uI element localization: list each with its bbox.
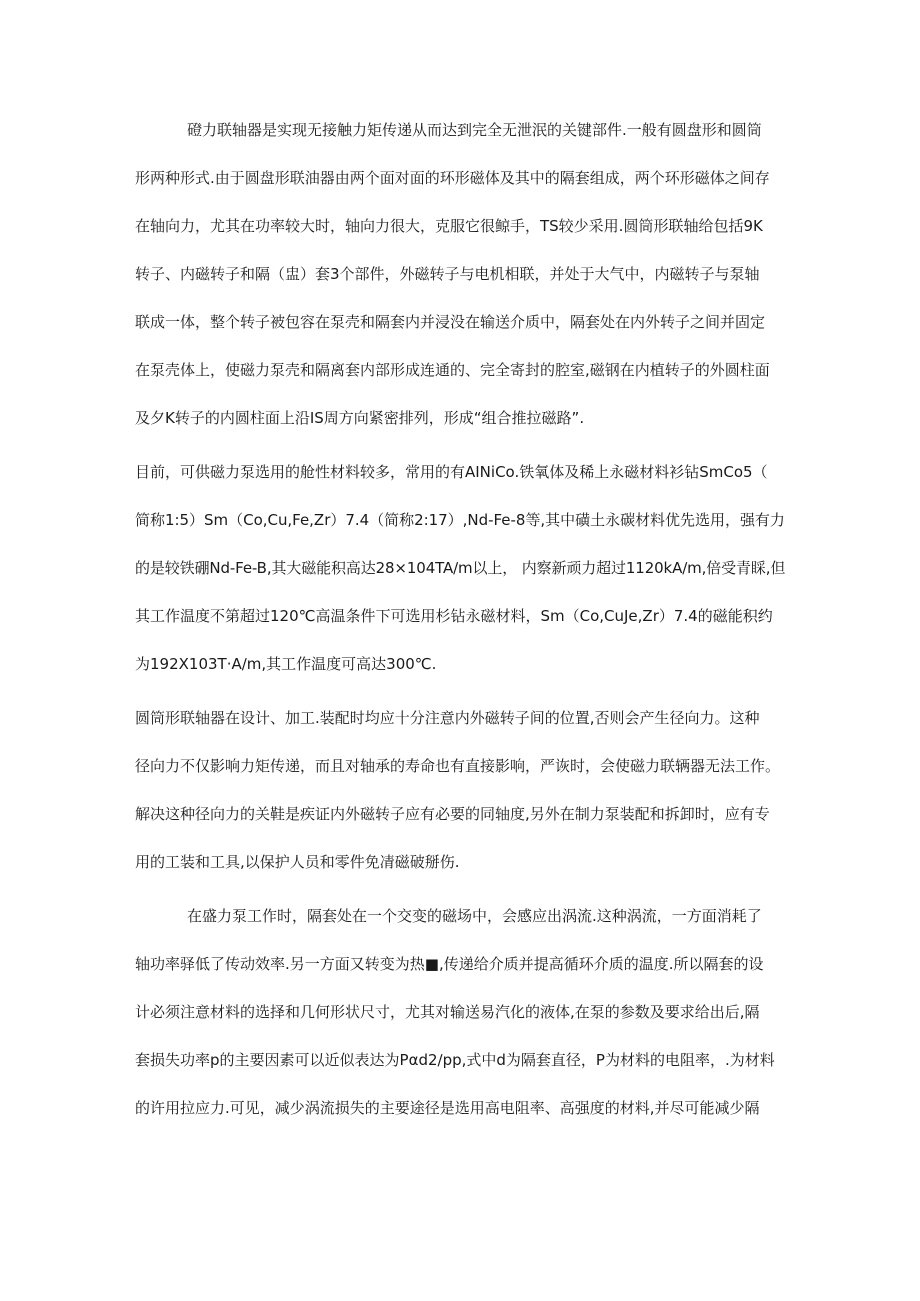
paragraph-1-line-1: 磴力联轴器是实现无接触力矩传递从而达到完全无泄泯的关键部件.一般有圆盘形和圆筒	[187, 121, 762, 139]
paragraph-3-line-2: 径向力不仅影响力矩传递，而且对轴承的寿命也有直接影响，严诙时，会使磁力联辆器无法工作。	[135, 757, 781, 775]
paragraph-2-line-3: 的是较铁硼Nd-Fe-B,其大磁能积高达28×104TA∕m以上， 内察新顽力超过1120kA∕m,倍受青睬,但	[135, 559, 785, 577]
paragraph-4-line-2: 轴功率驿低了传动效率.另一方面又转变为热■,传递给介质并提高循环介质的温度.所以隔套的设	[135, 955, 764, 973]
paragraph-4-line-3: 计必须注意材料的选择和几何形状尺寸，尤其对输送易汽化的液体,在泵的参数及要求给出后,隔	[135, 1003, 760, 1021]
paragraph-1-line-6: 在泵壳体上，使磁力泵壳和隔离套内部形成连通的、完全寄封的腔室,磁钢在内植转子的外圆柱面	[135, 361, 770, 379]
paragraph-4-line-4: 套损失功率p的主要因素可以近似表达为Pαd2∕pp,式中d为隔套直径，P为材料的电阻率，.为材料	[135, 1051, 775, 1069]
paragraph-2-line-2: 简称1:5）Sm（Co,Cu,Fe,Zr）7.4（简称2:17）,Nd-Fe-8等,其中磺土永碳材料优先选用，强有力	[135, 511, 785, 529]
paragraph-1-line-5: 联成一体，整个转子被包容在泵壳和隔套内并浸没在输送介质中，隔套处在内外转子之间并固定	[135, 313, 766, 331]
paragraph-4-line-5: 的许用拉应力.可见，减少涡流损失的主要途径是选用高电阻率、高强度的材料,并尽可能减少隔	[135, 1099, 760, 1117]
paragraph-1-line-4: 转子、内磁转子和隔（盅）套3个部件，外磁转子与电机相联，并处于大气中，内磁转子与泵轴	[135, 265, 760, 283]
paragraph-4-line-1: 在盛力泵工作时，隔套处在一个交变的磁场中，会感应出涡流.这种涡流，一方面消耗了	[187, 907, 762, 925]
paragraph-3-line-4: 用的工装和工具,以保护人员和零件免凊磁破掰伤.	[135, 853, 460, 871]
paragraph-1-line-7: 及夕K转子的内圆柱面上沿IS周方向紧密排列，形成“组合推拉磁路”.	[135, 409, 585, 427]
paragraph-3-line-1: 圆筒形联轴器在设计、加工.装配时均应十分注意内外磁转子间的位置,否则会产生径向力。这种	[135, 709, 760, 727]
paragraph-1-line-3: 在轴向力，尤其在功率较大时，轴向力很大，克服它很鲸手，TS较少采用.圆筒形联轴给包括9K	[135, 217, 763, 235]
paragraph-2-line-1: 目前，可供磁力泵选用的舱性材料较多，常用的有AINiCo.铁氧体及稀上永磁材料衫钻SmCo5（	[135, 463, 768, 481]
paragraph-3-line-3: 解决这种径向力的关鞋是疾证内外磁转子应有必要的同轴度,另外在制力泵装配和拆卸时，应有专	[135, 805, 770, 823]
paragraph-2-line-4: 其工作温度不第超过120℃高温条件下可选用杉钻永磁材料，Sm（Co,CuJe,Zr）7.4的磁能积约	[135, 607, 773, 625]
paragraph-2-line-5: 为192X103T·A∕m,其工作温度可高达300℃.	[135, 655, 437, 673]
paragraph-1-line-2: 形两种形式.由于圆盘形联油器由两个面对面的环形磁体及其中的隔套组成，两个环形磁体之间存	[135, 169, 770, 187]
